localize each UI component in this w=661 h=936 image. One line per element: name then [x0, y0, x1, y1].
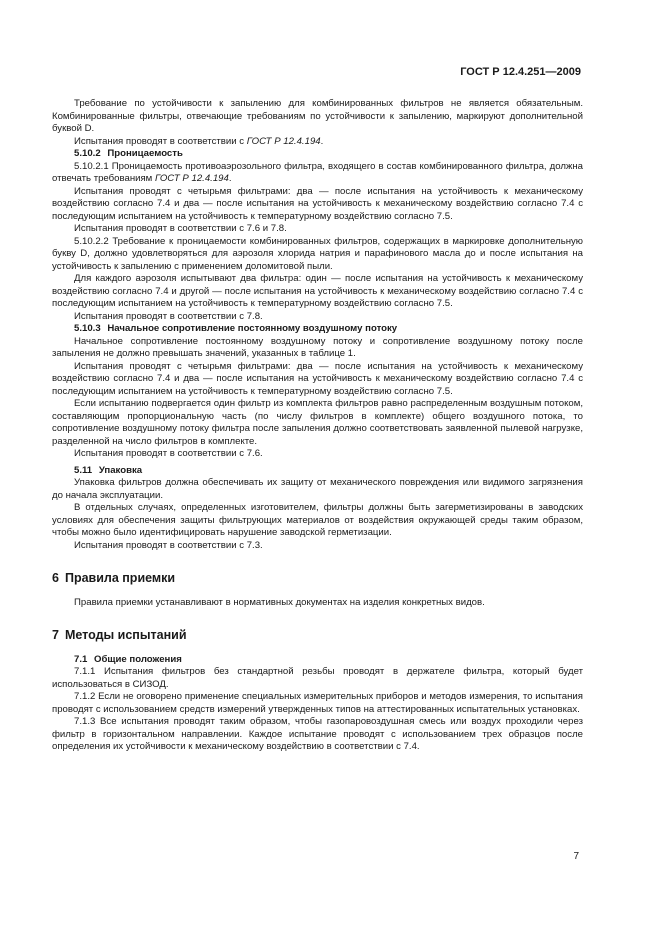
- subsection-heading: 5.11 Упаковка: [74, 464, 143, 476]
- paragraph: 5.10.2.1 Проницаемость противоаэрозольного фильтра, входящего в состав комбинированного фильтра, должна отвечать требованиям ГОСТ Р 12.4.194.: [52, 160, 583, 184]
- paragraph: Испытания проводят в соответствии с ГОСТ Р 12.4.194.: [74, 135, 324, 147]
- paragraph: 7.1.1 Испытания фильтров без стандартной резьбы проводят в держателе фильтра, который будет использоваться в СИЗОД.: [52, 666, 583, 690]
- subsection-heading: 5.10.3 Начальное сопротивление постоянному воздушному потоку: [74, 323, 398, 334]
- document-code: ГОСТ Р 12.4.251—2009: [460, 66, 581, 78]
- paragraph: Требование по устойчивости к запылению для комбинированных фильтров не является обязательным. Комбинированные фильтры, отвечающие требованиям по устойчивости к запылению, маркируют дополнительной буквой D.: [52, 98, 583, 134]
- paragraph: Правила приемки устанавливают в нормативных документах на изделия конкретных видов.: [74, 596, 485, 608]
- paragraph: Для каждого аэрозоля испытывают два фильтра: один — после испытания на устойчивость к механическому воздействию согласно 7.4 и другой — после испытания на устойчивость к механическому воздействию согласно 7.4 с последующим испытанием на устойчивость к температурному воздействию согласно 7.5.: [52, 273, 583, 309]
- paragraph: 7.1.3 Все испытания проводят таким образом, чтобы газопаровоздушная смесь или воздух проходили через фильтр в горизонтальном направлении. Каждое испытание проводят с использованием трех образцов после определения их устойчивости к механическому воздействию в соответствии с 7.4.: [52, 716, 583, 752]
- section-heading: 7 Методы испытаний: [52, 628, 187, 642]
- paragraph: Испытания проводят с четырьмя фильтрами: два — после испытания на устойчивость к механическому воздействию согласно 7.4 и два — после испытания на устойчивость к механическому воздействию согласно 7.4 с последующим испытанием на устойчивость к температурному воздействию согласно 7.5.: [52, 360, 583, 397]
- paragraph: Испытания проводят в соответствии с 7.6 и 7.8.: [74, 223, 287, 234]
- paragraph: 7.1.2 Если не оговорено применение специальных измерительных приборов и методов измерения, то испытания проводят с использованием средств измерений утвержденных типов на аттестированных испытательных установках.: [52, 691, 583, 715]
- paragraph: Начальное сопротивление постоянному воздушному потоку и сопротивление воздушному потоку после запыления не должно превышать значений, указанных в таблице 1.: [52, 335, 583, 359]
- paragraph: Если испытанию подвергается один фильтр из комплекта фильтров равно распределенным воздушным потоком, составляющим пропорциональную часть (по числу фильтров в комплекте) общего воздушного потока, то сопротивление воздушному потоку фильтра после запыления должно соответствовать заявленной пылевой нагрузке, разделенной на число фильтров в комплекте.: [52, 398, 583, 447]
- paragraph: 5.10.2.2 Требование к проницаемости комбинированных фильтров, содержащих в маркировке дополнительную букву D, должно удовлетворяться для аэрозоля хлорида натрия и парафинового масла до и после испытания на устойчивость к запылению с применением доломитовой пыли.: [52, 235, 583, 272]
- document-body: [52, 98, 583, 754]
- paragraph: Упаковка фильтров должна обеспечивать их защиту от механического повреждения или видимого загрязнения до начала эксплуатации.: [52, 477, 583, 501]
- standard-reference: ГОСТ Р 12.4.194: [246, 135, 321, 147]
- subsection-heading: 7.1 Общие положения: [74, 653, 182, 665]
- paragraph: Испытания проводят с четырьмя фильтрами: два — после испытания на устойчивость к механическому воздействию согласно 7.4 и два — после испытания на устойчивость к механическому воздействию согласно 7.4 с последующим испытанием на устойчивость к температурному воздействию согласно 7.5.: [52, 185, 583, 222]
- paragraph: Испытания проводят в соответствии с 7.6.: [74, 448, 263, 459]
- paragraph: В отдельных случаях, определенных изготовителем, фильтры должны быть загерметизированы в заводских условиях для обеспечения защиты фильтрующих материалов от воздействия окружающей среды таким образом, чтобы можно было идентифицировать нарушение заводской герметизации.: [52, 502, 583, 538]
- paragraph: Испытания проводят в соответствии с 7.3.: [74, 539, 263, 551]
- section-heading: 6 Правила приемки: [52, 571, 176, 585]
- standard-reference: ГОСТ Р 12.4.194: [154, 173, 229, 184]
- paragraph: Испытания проводят в соответствии с 7.8.: [74, 310, 263, 322]
- page-number: 7: [573, 851, 579, 862]
- subsection-heading: 5.10.2 Проницаемость: [74, 148, 183, 159]
